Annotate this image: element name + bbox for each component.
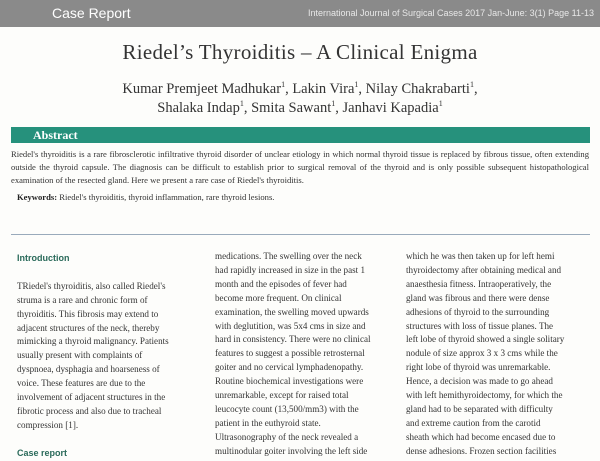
body-text-line: anaesthesia fitness. Intraoperatively, the (406, 278, 552, 289)
body-text-line: medications. The swelling over the neck (215, 251, 362, 261)
case-report-heading: Case report (17, 447, 68, 458)
body-text-line: thyroiditis. This fibrosis may extend to (17, 308, 159, 319)
body-text-line: dyspnoea, dysphagia and hoarseness of (17, 364, 160, 375)
author-name: Shalaka Indap (157, 99, 240, 116)
author-separator: , (473, 80, 478, 97)
author-separator: , (243, 99, 252, 116)
body-text-line: with left hemithyroidectomy, for which the (406, 390, 563, 401)
keywords-text: Riedel's thyroiditis, thyroid inflammation, rare thyroid lesions. (59, 192, 275, 202)
body-text-line: voice. These features are due to the (17, 378, 146, 389)
body-text-line: which he was then taken up for left hemi (406, 251, 555, 261)
body-text-line: sheath which had become encased due to (406, 431, 556, 442)
author-name: Lakin Vira (292, 80, 355, 97)
body-text-line: unremarkable, except for raised total (215, 390, 349, 401)
body-text-line: hard in consistency. There were no clinical (215, 334, 371, 345)
body-text-line: fibrotic process and also due to tracheal (17, 405, 162, 416)
body-text-line: Hence, a decision was made to go ahead (406, 376, 553, 387)
section-divider (11, 234, 590, 235)
journal-citation: International Journal of Surgical Cases 2017 Jan-June: 3(1) Page 11-13 (307, 8, 594, 18)
article-type-label: Case Report (52, 5, 131, 21)
body-text-line: TRiedel's thyroiditis, also called Riedel's (17, 280, 166, 291)
body-text-line: adjacent structures of the neck, thereby (17, 322, 160, 333)
column-3 (406, 250, 596, 459)
author-list-line-1 (0, 80, 600, 98)
body-text-line: Ultrasonography of the neck revealed a (215, 431, 359, 442)
keywords-line (17, 192, 587, 202)
author-separator: , (285, 80, 293, 97)
body-text-line: leucocyte count (13,500/mm3) with the (215, 403, 359, 414)
column-2-body (215, 250, 400, 459)
body-text-line: involvement of adjacent structures in the (17, 392, 166, 403)
introduction-heading: Introduction (17, 253, 70, 263)
body-text-line: examination, the swelling moved upwards (215, 306, 369, 317)
body-text-line: Routine biochemical investigations were (215, 376, 364, 387)
body-text-line: had rapidly increased in size in the past 1 (215, 264, 365, 275)
column-1 (17, 252, 202, 461)
author-name: Kumar Premjeet Madhukar (122, 80, 282, 97)
body-text-line: become more frequent. On clinical (215, 292, 342, 303)
author-separator: , (335, 99, 343, 116)
body-text-line: compression [1]. (17, 419, 79, 430)
author-affiliation-marker: 1 (354, 80, 359, 89)
body-text-line: structures with loss of tissue planes. The (406, 320, 554, 331)
body-text-line: gland had to be separated with difficulty (406, 403, 553, 414)
author-affiliation-marker: 1 (239, 99, 244, 108)
keywords-label: Keywords: (17, 192, 58, 202)
abstract-heading: Abstract (33, 128, 78, 142)
author-separator: , (358, 80, 366, 97)
body-text-line: multinodular goiter involving the left side (215, 445, 368, 456)
introduction-body (17, 280, 202, 433)
body-text-line: thyroidectomy after obtaining medical and (406, 264, 562, 275)
column-2 (215, 250, 400, 459)
author-affiliation-marker: 1 (331, 99, 336, 108)
abstract-text: Riedel's thyroiditis is a rare fibrosclerotic infiltrative thyroid disorder of unclear etiology in which normal thyroid tissue is replaced by fibrous tissue, often extending outside the thyroid capsule. The diagnosis can be difficult to establish prior to surgical removal of the thyroid and is only possible subsequent histopathological examination of the resected gland. Here we present a rare case of Riedel's thyroiditis. (11, 149, 589, 185)
author-affiliation-marker: 1 (438, 99, 443, 108)
article-title: Riedel’s Thyroiditis – A Clinical Enigma (122, 40, 478, 64)
author-affiliation-marker: 1 (281, 80, 286, 89)
body-text-line: features to suggest a possible retrosternal (215, 348, 365, 359)
body-text-line: adhesions of thyroid to the surrounding (406, 306, 550, 317)
body-text-line: right lobe of thyroid was unremarkable. (406, 362, 551, 373)
body-text-line: usually present with complaints of (17, 350, 143, 361)
body-text-line: left lobe of thyroid showed a single solitary (406, 334, 565, 345)
abstract-heading-bar (11, 127, 590, 143)
body-text-line: patient in the euthyroid state. (215, 417, 321, 428)
author-name: Janhavi Kapadia (342, 99, 439, 116)
body-text-line: dense adhesions. Frozen section facilities (406, 445, 557, 456)
body-text-line: goiter and no cervical lymphadenopathy. (215, 362, 364, 373)
column-3-body (406, 250, 596, 459)
body-text-line: gland was fibrous and there were dense (406, 292, 550, 303)
body-text-line: month and the episodes of fever had (215, 278, 347, 289)
author-affiliation-marker: 1 (469, 80, 474, 89)
body-text-line: with deglutition, was 5x4 cms in size and (215, 320, 366, 331)
author-name: Smita Sawant (251, 99, 332, 116)
body-text-line: struma is a rare and chronic form of (17, 294, 148, 305)
body-text-line: mimicking a thyroid malignancy. Patients (17, 336, 169, 347)
author-name: Nilay Chakrabarti (365, 80, 470, 97)
author-list-line-2 (0, 99, 600, 117)
body-text-line: nodule of size approx 3 x 3 cms while the (406, 348, 558, 359)
header-banner (0, 0, 600, 27)
body-text-line: and extreme caution from the carotid (406, 417, 541, 428)
